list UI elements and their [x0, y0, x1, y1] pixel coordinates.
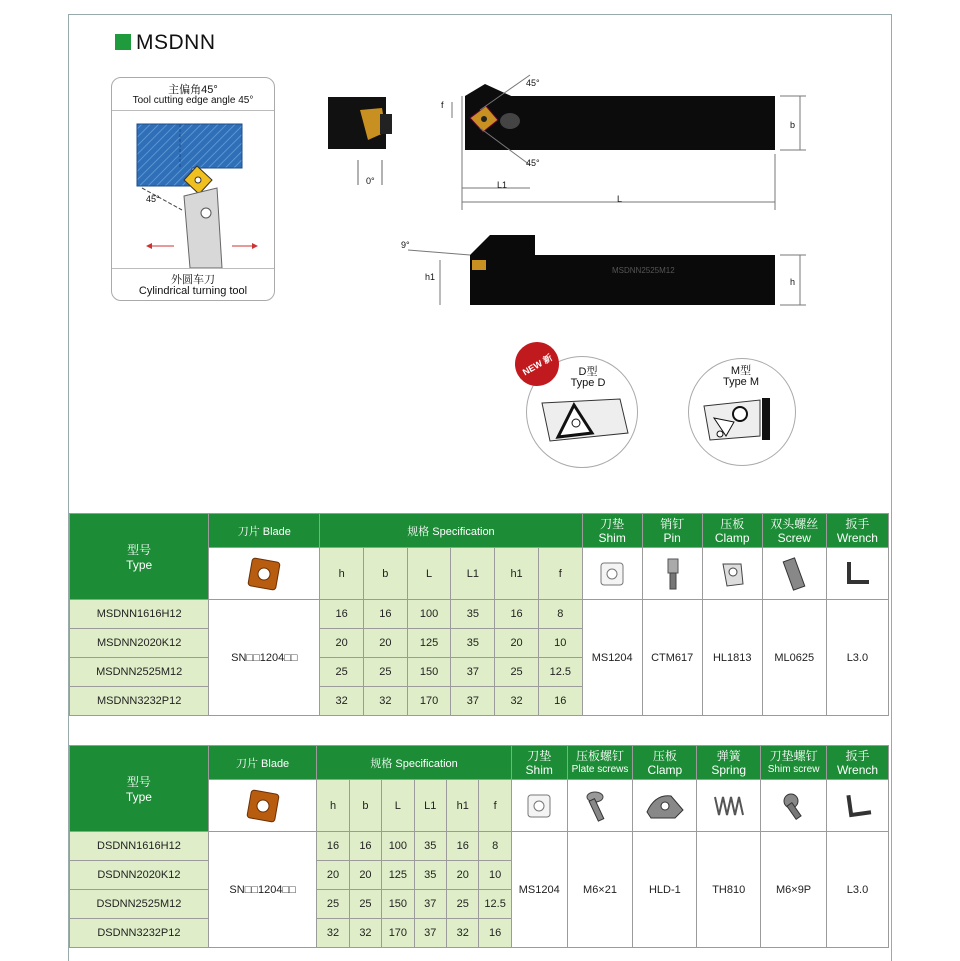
blade-header: 刀片 Blade [209, 514, 320, 548]
title-marker [115, 34, 131, 50]
model-row-4: MSDNN3232P12 [70, 687, 209, 716]
spec-cell: 125 [407, 629, 451, 658]
turning-title-en: Cylindrical turning tool [138, 285, 248, 297]
model-row-3: DSDNN2525M12 [70, 890, 209, 919]
clamp-value: HLD-1 [633, 832, 697, 948]
shim-value: MS1204 [511, 832, 567, 948]
shim-screw-icon [779, 791, 809, 821]
spec-cell: 32 [364, 687, 408, 716]
spec-cell: 16 [447, 832, 479, 861]
col-L: L [407, 548, 451, 600]
spec-cell: 10 [479, 861, 511, 890]
model-row-2: DSDNN2020K12 [70, 861, 209, 890]
acc-header-spring: 弹簧 Spring [697, 746, 761, 780]
wrench-image-cell [826, 548, 888, 600]
acc-header-screw: 双头螺丝 Screw [762, 514, 826, 548]
acc-header-pin: 销钉 Pin [642, 514, 702, 548]
spec-cell: 16 [479, 919, 511, 948]
type-m-cn: M型 [730, 365, 752, 377]
spec-cell: 35 [451, 600, 495, 629]
plate-screw-image-cell [567, 780, 633, 832]
model-row-1: MSDNN1616H12 [70, 600, 209, 629]
type-d-cn: D型 [578, 366, 598, 378]
spec-cell: 25 [349, 890, 381, 919]
page-title: MSDNN [115, 31, 216, 55]
dim-nine-angle: 9° [401, 240, 410, 250]
spec-cell: 37 [451, 687, 495, 716]
cutting-angle-box [111, 77, 275, 301]
acc-header-shim: 刀垫 Shim [511, 746, 567, 780]
wrench-icon [841, 558, 873, 590]
dim-zero-angle: 0° [366, 176, 375, 186]
spec-cell: 20 [495, 629, 539, 658]
wrench-value: L3.0 [826, 600, 888, 716]
spec-cell: 25 [447, 890, 479, 919]
dim-h1: h1 [425, 272, 436, 282]
spec-table-msdnn [69, 513, 889, 716]
col-b: b [349, 780, 381, 832]
spec-cell: 150 [407, 658, 451, 687]
screw-image-cell [762, 548, 826, 600]
wrench-icon [842, 790, 874, 822]
col-L1: L1 [451, 548, 495, 600]
screw-value: ML0625 [762, 600, 826, 716]
acc-header-clamp: 压板 Clamp [702, 514, 762, 548]
pin-image-cell [642, 548, 702, 600]
col-h: h [317, 780, 349, 832]
acc-header-clamp: 压板 Clamp [633, 746, 697, 780]
dim-h: h [790, 277, 796, 287]
col-b: b [364, 548, 408, 600]
spec-cell: 32 [317, 919, 349, 948]
spec-cell: 32 [447, 919, 479, 948]
clamp-value: HL1813 [702, 600, 762, 716]
type-d-sketch [540, 393, 630, 447]
spec-cell: 100 [382, 832, 414, 861]
spec-header: 规格 Specification [317, 746, 512, 780]
spec-cell: 8 [538, 600, 582, 629]
spec-cell: 16 [320, 600, 364, 629]
clamp-image-cell [702, 548, 762, 600]
tool-drawing [320, 70, 810, 320]
acc-header-shim: 刀垫 Shim [582, 514, 642, 548]
shank-engraving: MSDNN2525M12 [612, 266, 675, 275]
spec-header: 规格 Specification [320, 514, 582, 548]
spec-cell: 35 [414, 861, 446, 890]
turning-title-cn: 外圆车刀 [171, 274, 215, 286]
model-row-3: MSDNN2525M12 [70, 658, 209, 687]
spec-cell: 125 [382, 861, 414, 890]
spec-cell: 35 [414, 832, 446, 861]
pin-icon [659, 557, 685, 591]
spec-cell: 12.5 [538, 658, 582, 687]
spec-cell: 170 [382, 919, 414, 948]
spec-cell: 16 [364, 600, 408, 629]
spec-cell: 37 [414, 890, 446, 919]
spec-cell: 20 [317, 861, 349, 890]
model-row-4: DSDNN3232P12 [70, 919, 209, 948]
col-f: f [538, 548, 582, 600]
shim-image-cell [582, 548, 642, 600]
top-angle-label: 45° [526, 78, 540, 88]
new-badge: NEW 新 [507, 334, 567, 394]
spec-cell: 25 [320, 658, 364, 687]
cutting-diagram [122, 118, 264, 268]
spring-icon [711, 791, 747, 821]
blade-insert-icon [245, 788, 281, 824]
pin-value: CTM617 [642, 600, 702, 716]
shim-icon [526, 793, 552, 819]
spec-cell: 20 [447, 861, 479, 890]
screw-icon [780, 557, 808, 591]
spec-cell: 37 [451, 658, 495, 687]
spec-cell: 25 [495, 658, 539, 687]
spec-cell: 12.5 [479, 890, 511, 919]
spec-cell: 170 [407, 687, 451, 716]
spring-value: TH810 [697, 832, 761, 948]
plate-screw-value: M6×21 [567, 832, 633, 948]
dim-L1: L1 [497, 180, 508, 190]
blade-code: SN□□1204□□ [208, 832, 316, 948]
spec-cell: 25 [317, 890, 349, 919]
angle-title-en: Tool cutting edge angle 45° [132, 95, 254, 106]
dim-L: L [617, 194, 623, 204]
blade-code: SN□□1204□□ [209, 600, 320, 716]
col-L1: L1 [414, 780, 446, 832]
spec-cell: 16 [495, 600, 539, 629]
spec-cell: 32 [320, 687, 364, 716]
spec-cell: 16 [349, 832, 381, 861]
acc-header-wrench: 扳手 Wrench [827, 746, 889, 780]
col-h1: h1 [447, 780, 479, 832]
shim-screw-image-cell [761, 780, 827, 832]
spec-cell: 8 [479, 832, 511, 861]
shim-image-cell [511, 780, 567, 832]
model-row-2: MSDNN2020K12 [70, 629, 209, 658]
spec-cell: 32 [495, 687, 539, 716]
type-header: 型号 Type [70, 514, 209, 600]
spec-cell: 25 [364, 658, 408, 687]
blade-image-cell [208, 780, 316, 832]
blade-header: 刀片 Blade [208, 746, 316, 780]
acc-header-wrench: 扳手 Wrench [826, 514, 888, 548]
spec-cell: 16 [317, 832, 349, 861]
bottom-angle-label: 45° [526, 158, 540, 168]
blade-image-cell [209, 548, 320, 600]
angle-title-cn: 主偏角45° [168, 84, 218, 96]
model-row-1: DSDNN1616H12 [70, 832, 209, 861]
wrench-image-cell [827, 780, 889, 832]
shim-value: MS1204 [582, 600, 642, 716]
spec-cell: 20 [320, 629, 364, 658]
spec-cell: 100 [407, 600, 451, 629]
blade-insert-icon [246, 556, 282, 592]
acc-header-plate-screws: 压板螺钉 Plate screws [567, 746, 633, 780]
spec-cell: 37 [414, 919, 446, 948]
dim-f: f [441, 100, 444, 110]
col-f: f [479, 780, 511, 832]
spec-cell: 10 [538, 629, 582, 658]
spec-cell: 150 [382, 890, 414, 919]
col-h: h [320, 548, 364, 600]
shim-screw-value: M6×9P [761, 832, 827, 948]
angle-label: 45° [146, 194, 160, 204]
clamp-image-cell [633, 780, 697, 832]
spec-cell: 20 [364, 629, 408, 658]
type-d-en: Type D [570, 377, 606, 389]
dim-b: b [790, 120, 796, 130]
type-header: 型号 Type [70, 746, 209, 832]
col-L: L [382, 780, 414, 832]
spec-cell: 16 [538, 687, 582, 716]
clamp-icon [717, 558, 747, 590]
spec-cell: 32 [349, 919, 381, 948]
spec-cell: 20 [349, 861, 381, 890]
plate-screw-icon [585, 789, 615, 823]
clamp-icon [645, 790, 685, 822]
spec-table-dsdnn [69, 745, 889, 948]
shim-icon [599, 561, 625, 587]
type-m-en: Type M [722, 376, 760, 388]
type-m-sketch [700, 394, 782, 446]
spec-cell: 35 [451, 629, 495, 658]
spring-image-cell [697, 780, 761, 832]
wrench-value: L3.0 [827, 832, 889, 948]
acc-header-shim-screw: 刀垫螺钉 Shim screw [761, 746, 827, 780]
col-h1: h1 [495, 548, 539, 600]
